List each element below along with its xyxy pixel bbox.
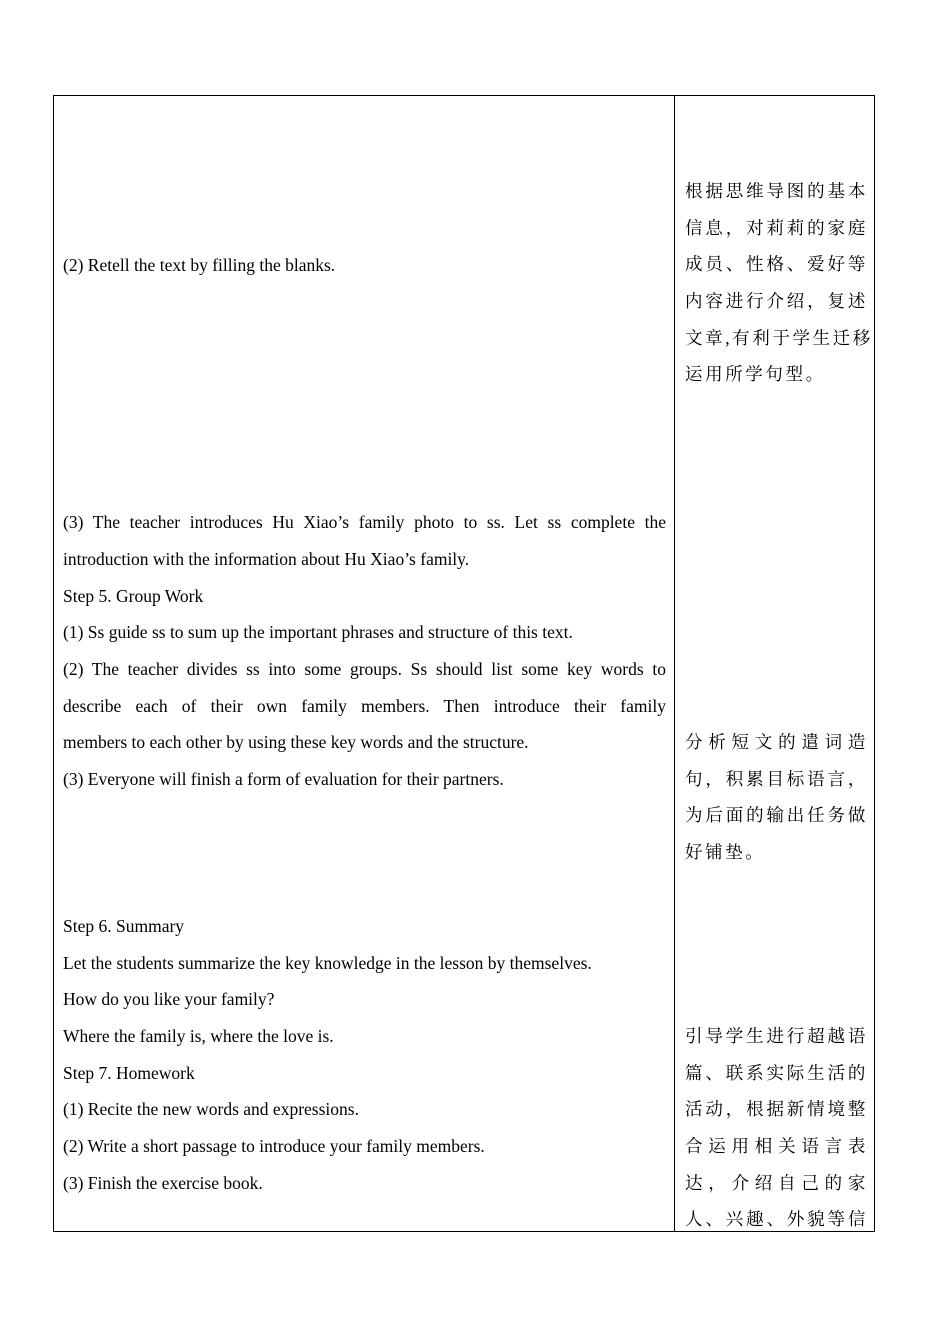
step6-title: Step 6. Summary <box>63 916 185 936</box>
column-divider <box>674 96 675 1231</box>
intro-line-2: introduction with the information about Hu Xiao’s family. <box>63 549 470 569</box>
step7-item-3: (3) Finish the exercise book. <box>63 1173 263 1193</box>
step5-item-2-line-2: describe each of their own family members. Then introduce their family <box>63 696 666 716</box>
note-line: 合运用相关语言表 <box>685 1136 868 1157</box>
note-line: 成员、性格、爱好等 <box>685 254 868 275</box>
step7-item-2: (2) Write a short passage to introduce your family members. <box>63 1136 485 1156</box>
note-line: 分析短文的遣词造 <box>685 732 868 752</box>
step5-title: Step 5. Group Work <box>63 586 204 606</box>
step5-item-2-line-3: members to each other by using these key words and the structure. <box>63 732 529 752</box>
retell-text: (2) Retell the text by filling the blanks. <box>63 255 336 275</box>
note-line: 人、兴趣、外貌等信 <box>685 1209 868 1230</box>
note-line: 信息，对莉莉的家庭 <box>685 217 868 238</box>
note-line: 根据思维导图的基本 <box>685 181 868 201</box>
note-line: 引导学生进行超越语 <box>685 1026 868 1046</box>
step5-item-3: (3) Everyone will finish a form of evaluation for their partners. <box>63 769 504 789</box>
note-line: 好铺垫。 <box>685 842 766 863</box>
step7-item-1: (1) Recite the new words and expressions. <box>63 1099 359 1119</box>
step6-line-1: Let the students summarize the key knowledge in the lesson by themselves. <box>63 953 592 973</box>
intro-line-1: (3) The teacher introduces Hu Xiao’s family photo to ss. Let ss complete the <box>63 512 666 532</box>
step7-title: Step 7. Homework <box>63 1063 195 1083</box>
note-line: 为后面的输出任务做 <box>685 805 868 826</box>
note-line: 篇、联系实际生活的 <box>685 1062 868 1083</box>
note-word-choice <box>685 724 868 871</box>
step5-item-2-line-1: (2) The teacher divides ss into some groups. Ss should list some key words to <box>63 659 666 679</box>
note-beyond-text <box>685 1018 868 1238</box>
step5-item-1: (1) Ss guide ss to sum up the important phrases and structure of this text. <box>63 622 573 642</box>
note-line: 活动，根据新情境整 <box>685 1099 868 1120</box>
note-line: 内容进行介绍，复述 <box>685 291 868 312</box>
lesson-plan-table <box>53 95 875 1232</box>
step6-line-3: Where the family is, where the love is. <box>63 1026 334 1046</box>
note-line: 文章,有利于学生迁移 <box>685 327 873 348</box>
note-line: 达，介绍自己的家 <box>685 1172 868 1193</box>
note-line: 运用所学句型。 <box>685 364 826 385</box>
step6-line-2: How do you like your family? <box>63 989 275 1009</box>
note-line: 句，积累目标语言， <box>685 768 868 789</box>
note-mindmap-retell <box>685 173 873 393</box>
